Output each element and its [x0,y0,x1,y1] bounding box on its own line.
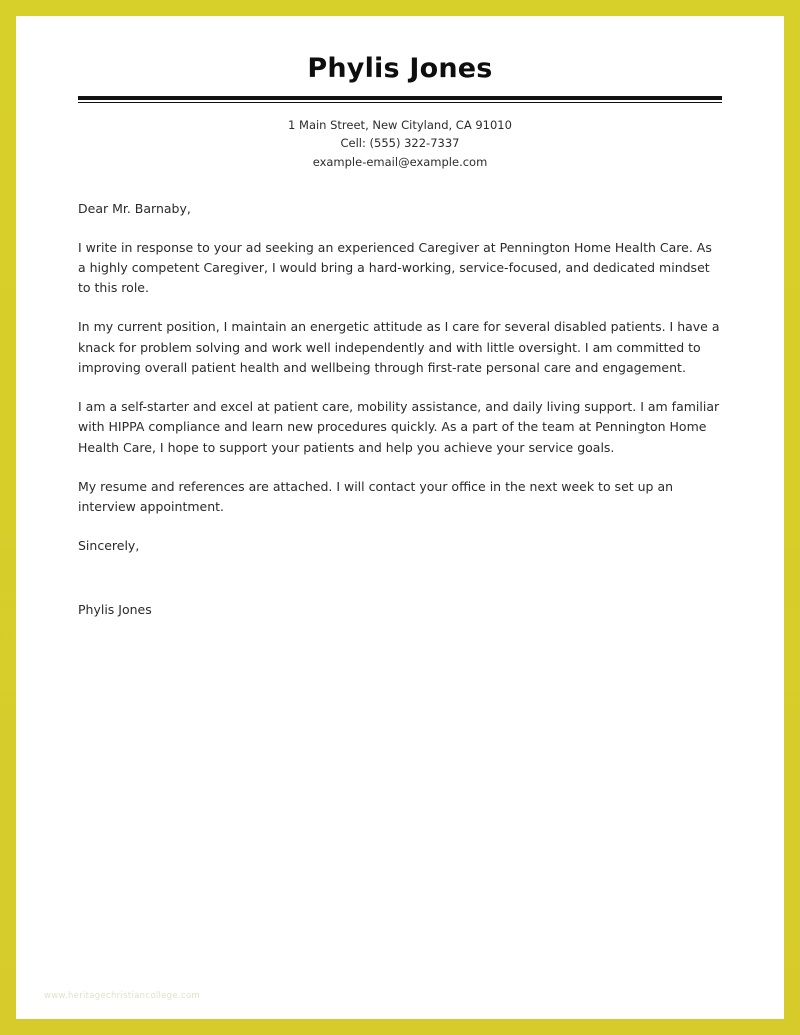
body-paragraph-4: My resume and references are attached. I will contact your office in the next week to set up an interview appointment. [78,478,674,515]
signature-name: Phylis Jones [78,602,152,618]
header-rule-thick [78,96,722,100]
contact-address: 1 Main Street, New Cityland, CA 91010 [288,117,512,132]
body-paragraph-3: I am a self-starter and excel at patient care, mobility assistance, and daily living support. I am familiar with HIPPA compliance and learn new procedures quickly. As a part of the team at Pennington Home Health Care, I hope to support your patients and help you achieve your service goals. [78,399,720,455]
salutation: Dear Mr. Barnaby, [78,200,191,216]
cover-letter [16,16,784,1019]
letter-body [78,199,722,621]
letterhead [78,54,722,172]
contact-phone: Cell: (555) 322-7337 [340,136,460,151]
document-sheet [16,16,784,1019]
contact-email: example-email@example.com [312,154,488,169]
body-paragraph-2: In my current position, I maintain an energetic attitude as I care for several disabled patients. I have a knack for problem solving and work well independently and with little oversight. I am committed to improving overall patient health and wellbeing through first-rate personal care and engagement. [78,319,720,375]
header-rule-thin [78,102,722,103]
watermark-text: www.heritagechristiancollege.com [44,991,200,1001]
body-paragraph-1: I write in response to your ad seeking an experienced Caregiver at Pennington Home Health Care. As a highly competent Caregiver, I would bring a hard-working, service-focused, and dedicated mindset to this role. [78,239,712,296]
page-title: Phylis Jones [307,53,493,84]
closing-line: Sincerely, [78,538,140,554]
